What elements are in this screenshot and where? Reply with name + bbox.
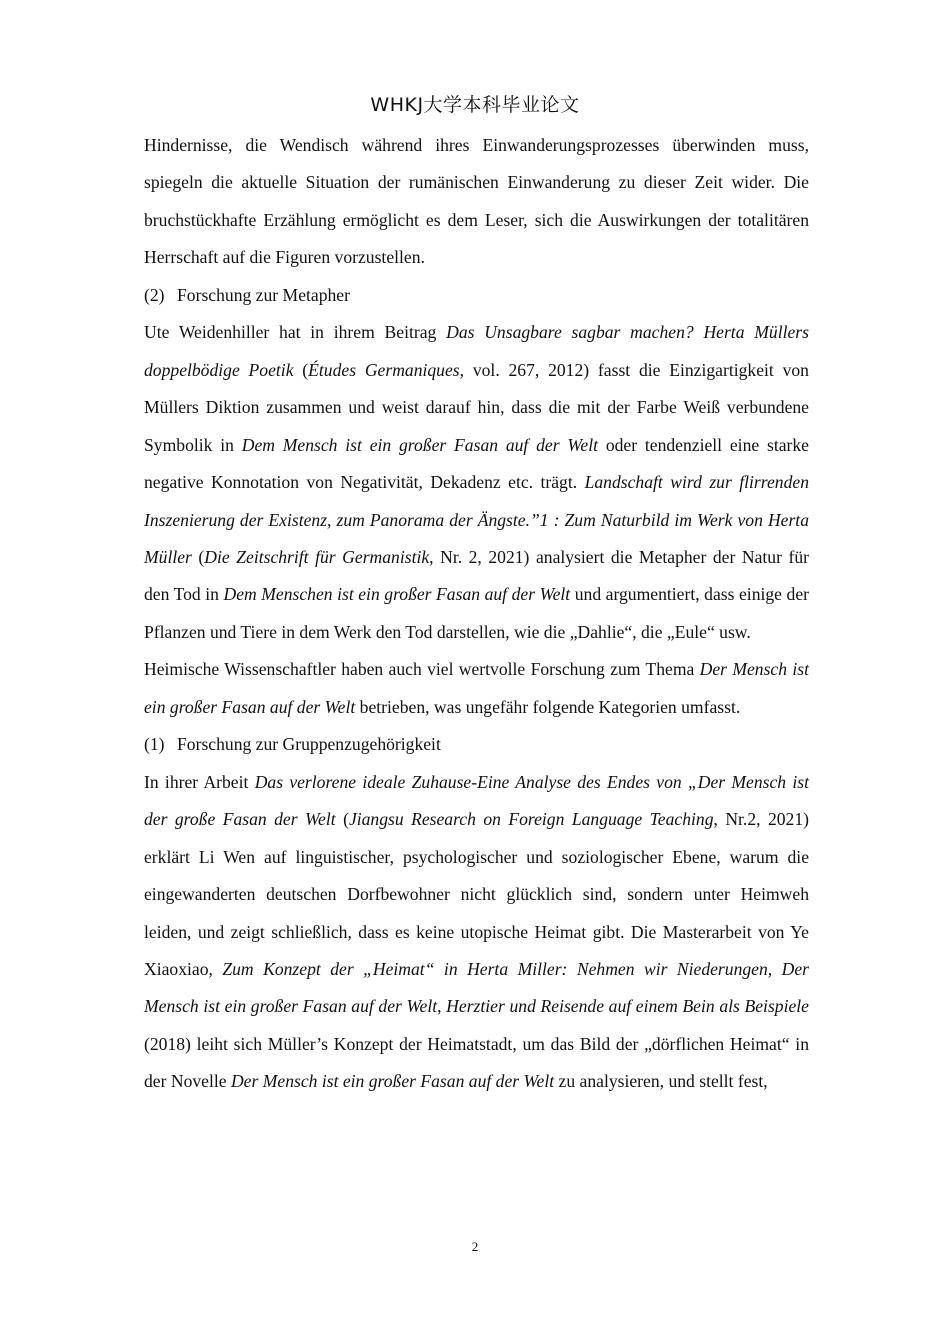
text-run: , Nr.2, 2021) erklärt Li Wen auf linguistischer, psychologischer und soziologischer Ebene, warum die eingewanderten deutschen Dorfbewohner nicht glücklich sind, sondern unter Heimweh leiden, und zeigt schließlich, dass es keine utopische Heimat gibt. Die Masterarbeit von Ye Xiaoxiao, xyxy=(144,809,809,979)
text-run: und argumentiert, dass einige der Pflanzen und Tiere in dem Werk den Tod darstellen, wie die „Dahlie“, die „Eule“ usw. xyxy=(144,584,809,642)
italic-title: Dem Menschen ist ein großer Fasan auf der Welt xyxy=(223,584,571,605)
text-run: zu analysieren, und stellt fest, xyxy=(554,1071,768,1092)
text-run: oder tendenziell eine starke negative Konnotation von Negativität, Dekadenz etc. trägt. xyxy=(144,434,809,493)
italic-title: Der Mensch ist ein großer Fasan auf der Welt xyxy=(230,1071,555,1092)
page-number: 2 xyxy=(471,1239,479,1254)
text-run: ( xyxy=(191,546,205,567)
heading-number: (1) xyxy=(144,734,165,755)
italic-title: Der Mensch ist ein großer Fasan auf der Welt xyxy=(144,659,809,717)
italic-title: Landschaft wird zur flirrenden Inszenierung der Existenz, zum Panorama der Ängste.”1 : Zum Naturbild im Werk von Herta Müller xyxy=(144,472,809,567)
text-run: , Nr. 2, 2021) analysiert die Metapher der Natur für den Tod in xyxy=(144,546,809,605)
italic-title: Das Unsagbare sagbar machen? Herta Müllers doppelbödige Poetik xyxy=(144,322,809,380)
paragraph xyxy=(144,651,809,726)
body-text xyxy=(144,127,809,1101)
paragraph xyxy=(144,127,809,277)
italic-title: Zum Konzept der „Heimat“ in Herta Miller: Nehmen wir Niederungen, Der Mensch ist ein großer Fasan auf der Welt, Herztier und Reisende auf einem Bein als Beispiele xyxy=(144,958,809,1017)
text-run: In ihrer Arbeit xyxy=(144,771,255,792)
italic-title: Études Germaniques xyxy=(308,359,460,380)
text-run: Heimische Wissenschaftler haben auch viel wertvolle Forschung zum Thema xyxy=(144,659,700,680)
italic-title: Die Zeitschrift für Germanistik xyxy=(204,546,430,567)
section-heading-group xyxy=(144,726,809,763)
italic-title: Dem Mensch ist ein großer Fasan auf der Welt xyxy=(241,434,599,455)
text-run: ( xyxy=(293,359,309,380)
heading-number: (2) xyxy=(144,284,165,305)
heading-text: Forschung zur Metapher xyxy=(177,284,350,305)
page-header-title: WHKJ大学本科毕业论文 xyxy=(370,94,580,116)
heading-text: Forschung zur Gruppenzugehörigkeit xyxy=(177,734,441,755)
text-run: betrieben, was ungefähr folgende Kategorien umfasst. xyxy=(355,696,741,717)
italic-title: Das verlorene ideale Zuhause-Eine Analyse des Endes von „Der Mensch ist der große Fasan der Welt xyxy=(144,771,809,830)
text-run: , vol. 267, 2012) fasst die Einzigartigkeit von Müllers Diktion zusammen und weist darauf hin, dass die mit der Farbe Weiß verbundene Symbolik in xyxy=(144,359,809,455)
text-run: ( xyxy=(335,809,349,830)
paragraph xyxy=(144,764,809,1101)
section-heading-metaphor xyxy=(144,277,809,314)
paragraph xyxy=(144,314,809,651)
paragraph-text: Hindernisse, die Wendisch während ihres Einwanderungsprozesses überwinden muss, spiegeln die aktuelle Situation der rumänischen Einwanderung zu dieser Zeit wider. Die bruchstückhafte Erzählung ermöglicht es dem Leser, sich die Auswirkungen der totalitären Herrschaft auf die Figuren vorzustellen. xyxy=(144,135,809,268)
italic-title: Jiangsu Research on Foreign Language Teaching xyxy=(348,809,714,830)
text-run: (2018) leiht sich Müller’s Konzept der Heimatstadt, um das Bild der „dörflichen Heimat“ in der Novelle xyxy=(144,1033,809,1092)
text-run: Ute Weidenhiller hat in ihrem Beitrag xyxy=(144,322,447,343)
